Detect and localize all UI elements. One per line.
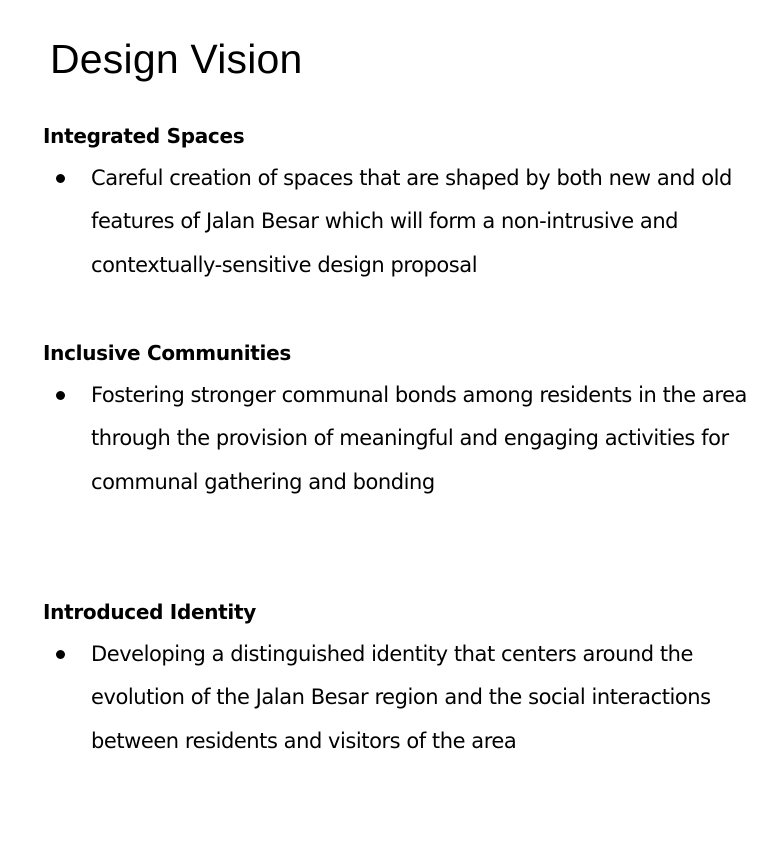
bullet-list <box>43 374 763 504</box>
list-item <box>43 633 763 763</box>
page-title: Design Vision <box>50 36 303 82</box>
list-item <box>43 157 763 287</box>
section-integrated-spaces <box>43 121 763 287</box>
bullet-icon <box>56 391 65 400</box>
bullet-icon <box>56 174 65 183</box>
bullet-list <box>43 633 763 763</box>
list-item <box>43 374 763 504</box>
section-heading: Inclusive Communities <box>43 341 291 365</box>
section-inclusive-communities <box>43 338 763 504</box>
section-heading: Introduced Identity <box>43 600 256 624</box>
bullet-text: Careful creation of spaces that are shaped by both new and old features of Jalan Besar which will form a non-intrusive and contextually-sensitive design proposal <box>91 166 732 277</box>
bullet-text: Fostering stronger communal bonds among residents in the area through the provision of meaningful and engaging activities for communal gathering and bonding <box>91 383 747 494</box>
section-introduced-identity <box>43 597 763 763</box>
section-heading: Integrated Spaces <box>43 124 245 148</box>
bullet-text: Developing a distinguished identity that centers around the evolution of the Jalan Besar region and the social interactions between residents and visitors of the area <box>91 642 711 753</box>
bullet-list <box>43 157 763 287</box>
bullet-icon <box>56 650 65 659</box>
